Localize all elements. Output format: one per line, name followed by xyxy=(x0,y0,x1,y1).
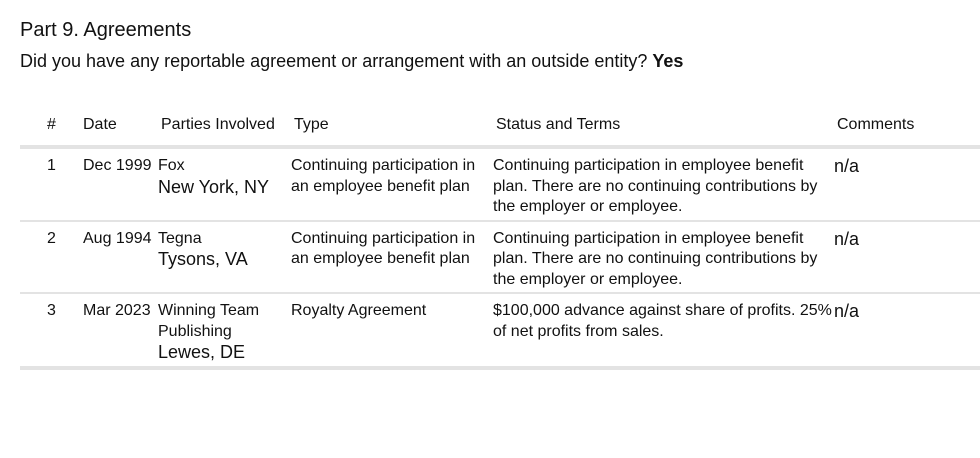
header-comments: Comments xyxy=(834,110,980,147)
question-text: Did you have any reportable agreement or arrangement with an outside entity? xyxy=(20,51,648,71)
row-type: Continuing participation in an employee benefit plan xyxy=(291,221,493,294)
header-type: Type xyxy=(291,110,493,147)
party-location: Lewes, DE xyxy=(158,342,246,362)
row-status: Continuing participation in employee benefit plan. There are no continuing contributions by the employer or employee. xyxy=(493,221,834,294)
row-parties xyxy=(158,293,291,368)
answer-text: Yes xyxy=(652,51,684,71)
party-location: Tysons, VA xyxy=(158,249,248,269)
header-parties: Parties Involved xyxy=(158,110,291,147)
row-status: Continuing participation in employee benefit plan. There are no continuing contributions by the employer or employee. xyxy=(493,147,834,221)
header-status: Status and Terms xyxy=(493,110,834,147)
row-parties xyxy=(158,147,291,221)
row-date: Aug 1994 xyxy=(83,221,158,294)
row-type: Continuing participation in an employee benefit plan xyxy=(291,147,493,221)
header-number: # xyxy=(20,110,83,147)
row-comments: n/a xyxy=(834,221,980,294)
agreement-question xyxy=(20,49,683,73)
party-name: Tegna xyxy=(158,229,202,247)
table-row xyxy=(20,293,980,368)
party-name: Fox xyxy=(158,157,185,174)
row-number: 1 xyxy=(20,147,83,221)
row-comments: n/a xyxy=(834,293,980,368)
row-number: 3 xyxy=(20,293,83,368)
row-number: 2 xyxy=(20,221,83,294)
row-type: Royalty Agreement xyxy=(291,293,493,368)
party-location: New York, NY xyxy=(158,176,270,197)
party-name: Winning Team Publishing xyxy=(158,302,260,340)
row-comments: n/a xyxy=(834,147,980,221)
section-title: Part 9. Agreements xyxy=(20,19,192,41)
header-date: Date xyxy=(83,110,158,147)
row-date: Dec 1999 xyxy=(83,147,158,221)
row-status: $100,000 advance against share of profits. 25% of net profits from sales. xyxy=(493,293,834,368)
table-header-row xyxy=(20,110,980,147)
table-row xyxy=(20,221,980,294)
agreements-table xyxy=(20,110,980,370)
row-parties xyxy=(158,221,291,294)
table-row xyxy=(20,147,980,221)
row-date: Mar 2023 xyxy=(83,293,158,368)
